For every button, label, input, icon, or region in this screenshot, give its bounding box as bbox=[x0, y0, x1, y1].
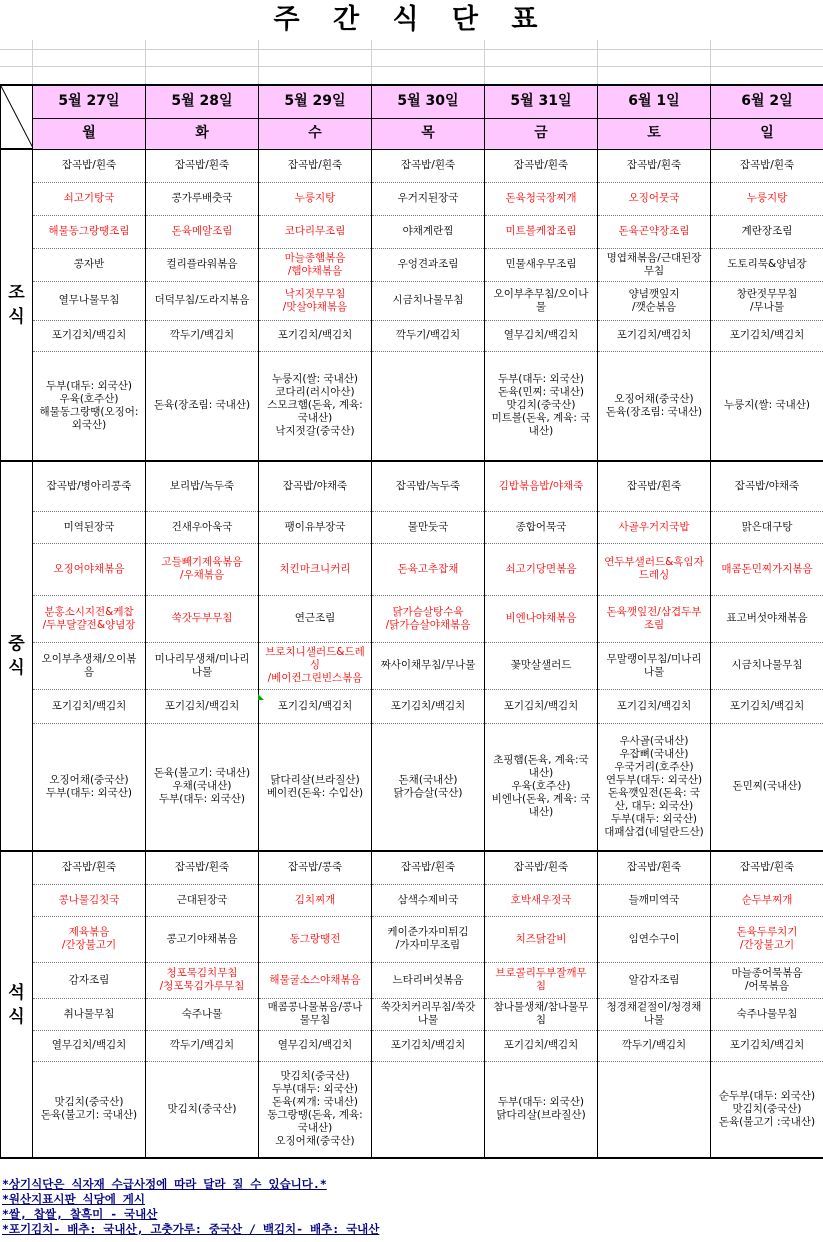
date-header: 6월 2일 bbox=[711, 85, 823, 118]
menu-item-cell: 컬리플라워볶음 bbox=[146, 248, 259, 281]
menu-item-cell: 오징어야채볶음 bbox=[33, 543, 146, 595]
menu-item-cell: 우엉견과조림 bbox=[372, 248, 485, 281]
diagonal-divider bbox=[1, 86, 33, 148]
menu-item-cell: 두부(대두: 외국산) 돈육(민찌: 국내산) 맛김치(중국산) 미트볼(돈육, 계육: 국 내산) bbox=[485, 351, 598, 461]
page-title: 주 간 식 단 표 bbox=[273, 4, 550, 35]
menu-item-cell: 돈채(국내산) 닭가슴살(국산) bbox=[372, 723, 485, 851]
menu-item-cell: 오징어채(중국산) 돈육(장조림: 국내산) bbox=[598, 351, 711, 461]
menu-item-cell: 고들빼기제육볶음 /우채볶음 bbox=[146, 543, 259, 595]
menu-item-cell: 닭다리살(브라질산) 베이컨(돈육: 수입산) bbox=[259, 723, 372, 851]
menu-item-cell: 잡곡밥/흰죽 bbox=[146, 851, 259, 884]
menu-item-cell: 잡곡밥/콩죽 bbox=[259, 851, 372, 884]
menu-item-cell: 누룽지(쌀: 국내산) 코다리(러시아산) 스모크햄(돈육, 계육: 국내산) 낙지젓갈(중국산) bbox=[259, 351, 372, 461]
breakfast-menu-row bbox=[1, 182, 823, 215]
dinner-menu-row bbox=[1, 1030, 823, 1061]
menu-item-cell: 맑은대구탕 bbox=[711, 511, 823, 543]
weekday-header: 수 bbox=[259, 118, 372, 149]
date-header: 5월 31일 bbox=[485, 85, 598, 118]
menu-item-cell: 오징어채(중국산) 두부(대두: 외국산) bbox=[33, 723, 146, 851]
menu-item-cell: 포기김치/백김치 bbox=[33, 320, 146, 351]
date-header: 5월 27일 bbox=[33, 85, 146, 118]
menu-item-cell: 종합어묵국 bbox=[485, 511, 598, 543]
menu-item-cell: 맛김치(중국산) bbox=[146, 1061, 259, 1158]
menu-item-cell: 시금치나물무침 bbox=[711, 642, 823, 689]
menu-item-cell: 미역된장국 bbox=[33, 511, 146, 543]
menu-item-cell: 참나물생채/참나물무 침 bbox=[485, 998, 598, 1030]
menu-item-cell: 두부(대두: 외국산) 우육(호주산) 해물동그랑땡(오징어: 외국산) bbox=[33, 351, 146, 461]
corner-cell bbox=[1, 85, 33, 149]
dinner-menu-row bbox=[1, 962, 823, 998]
menu-item-cell: 돈육고추잡채 bbox=[372, 543, 485, 595]
lunch-menu-row bbox=[1, 511, 823, 543]
weekday-header: 금 bbox=[485, 118, 598, 149]
menu-item-cell: 알감자조림 bbox=[598, 962, 711, 998]
menu-item-cell: 돈육(장조림: 국내산) bbox=[146, 351, 259, 461]
menu-item-cell: 마늘종햄볶음 /햄야채볶음 bbox=[259, 248, 372, 281]
menu-item-cell: 케이준가자미튀김 /가자미무조림 bbox=[372, 916, 485, 962]
menu-item-cell: 콩나물김칫국 bbox=[33, 884, 146, 916]
menu-item-cell: 쇠고기탕국 bbox=[33, 182, 146, 215]
menu-item-cell: 포기김치/백김치 bbox=[372, 1030, 485, 1061]
menu-item-cell: 잡곡밥/흰죽 bbox=[146, 149, 259, 182]
menu-item-cell: 느타리버섯볶음 bbox=[372, 962, 485, 998]
footnotes bbox=[2, 1177, 822, 1237]
menu-item-cell: 초핑햄(돈육, 계육:국 내산) 우육(호주산) 비엔나(돈육, 계육: 국 내산) bbox=[485, 723, 598, 851]
lunch-menu-row bbox=[1, 543, 823, 595]
menu-item-cell: 콩고기야채볶음 bbox=[146, 916, 259, 962]
menu-item-cell: 물만둣국 bbox=[372, 511, 485, 543]
menu-item-cell: 잡곡밥/흰죽 bbox=[259, 149, 372, 182]
menu-item-cell: 치즈닭갈비 bbox=[485, 916, 598, 962]
weekday-header: 화 bbox=[146, 118, 259, 149]
menu-item-cell: 미트볼케찹조림 bbox=[485, 215, 598, 248]
menu-item-cell: 오징어뭇국 bbox=[598, 182, 711, 215]
lunch-menu-row bbox=[1, 461, 823, 511]
date-header: 5월 30일 bbox=[372, 85, 485, 118]
weekday-header-row bbox=[1, 118, 823, 149]
date-header: 6월 1일 bbox=[598, 85, 711, 118]
menu-item-cell: 두부(대두: 외국산) 닭다리살(브라질산) bbox=[485, 1061, 598, 1158]
menu-item-cell: 콩가루배춧국 bbox=[146, 182, 259, 215]
weekday-header: 월 bbox=[33, 118, 146, 149]
menu-item-cell: 맛김치(중국산) 두부(대두: 외국산) 돈육(찌개: 국내산) 동그랑땡(돈육, 계육: 국내산) 오징어채(중국산) bbox=[259, 1061, 372, 1158]
menu-item-cell: 열무나물무침 bbox=[33, 281, 146, 320]
menu-item-cell: 깍두기/백김치 bbox=[598, 1030, 711, 1061]
breakfast-menu-row bbox=[1, 320, 823, 351]
menu-item-cell: 짜사이채무침/무나물 bbox=[372, 642, 485, 689]
menu-item-cell: 깍두기/백김치 bbox=[146, 320, 259, 351]
menu-item-cell: 누룽지(쌀: 국내산) bbox=[711, 351, 823, 461]
menu-item-cell: 잡곡밥/흰죽 bbox=[33, 851, 146, 884]
menu-item-cell: 잡곡밥/흰죽 bbox=[711, 851, 823, 884]
menu-item-cell: 포기김치/백김치 bbox=[598, 320, 711, 351]
breakfast-menu-row bbox=[1, 215, 823, 248]
dinner-menu-row bbox=[1, 998, 823, 1030]
menu-item-cell: 브로치니샐러드&드레 싱 /베이컨그린빈스볶음 bbox=[259, 642, 372, 689]
menu-item-cell: 열무김치/백김치 bbox=[33, 1030, 146, 1061]
menu-item-cell: 미나리무생채/미나리 나물 bbox=[146, 642, 259, 689]
menu-item-cell: 야채계란찜 bbox=[372, 215, 485, 248]
menu-item-cell: 분홍소시지전&케찹 /두부달걀전&양념장 bbox=[33, 595, 146, 642]
date-header: 5월 28일 bbox=[146, 85, 259, 118]
breakfast-menu-row bbox=[1, 281, 823, 320]
menu-item-cell: 김밥볶음밥/야채죽 bbox=[485, 461, 598, 511]
dinner-menu-row bbox=[1, 851, 823, 884]
empty-spreadsheet-rows bbox=[0, 40, 823, 84]
menu-item-cell: 돈육곤약장조림 bbox=[598, 215, 711, 248]
menu-item-cell: 쇠고기당면볶음 bbox=[485, 543, 598, 595]
menu-item-cell: 누룽지탕 bbox=[711, 182, 823, 215]
menu-item-cell: 쑥갓두부무침 bbox=[146, 595, 259, 642]
menu-item-cell: 잡곡밥/흰죽 bbox=[485, 851, 598, 884]
menu-item-cell: 잡곡밥/흰죽 bbox=[598, 461, 711, 511]
menu-item-cell: 꽃맛살샐러드 bbox=[485, 642, 598, 689]
menu-item-cell: 잡곡밥/야채죽 bbox=[711, 461, 823, 511]
menu-item-cell: 포기김치/백김치 bbox=[711, 689, 823, 723]
menu-item-cell: 오이부추무침/오이나 물 bbox=[485, 281, 598, 320]
menu-item-cell: 낙지젓무무침 /맛살야채볶음 bbox=[259, 281, 372, 320]
menu-item-cell: 잡곡밥/병아리콩죽 bbox=[33, 461, 146, 511]
menu-item-cell: 잡곡밥/흰죽 bbox=[598, 149, 711, 182]
menu-item-cell: 명엽채볶음/근대된장 무침 bbox=[598, 248, 711, 281]
menu-item-cell: 포기김치/백김치 bbox=[146, 689, 259, 723]
menu-item-cell: 깍두기/백김치 bbox=[372, 320, 485, 351]
menu-item-cell: 잡곡밥/흰죽 bbox=[598, 851, 711, 884]
breakfast-menu-row bbox=[1, 248, 823, 281]
menu-item-cell: 열무김치/백김치 bbox=[485, 320, 598, 351]
menu-item-cell: 임연수구이 bbox=[598, 916, 711, 962]
menu-item-cell: 누룽지탕 bbox=[259, 182, 372, 215]
menu-item-cell: 청포묵김치무침 /청포묵김가루무침 bbox=[146, 962, 259, 998]
menu-item-cell: 포기김치/백김치 bbox=[711, 320, 823, 351]
menu-item-cell: 비엔나야채볶음 bbox=[485, 595, 598, 642]
menu-item-cell: 포기김치/백김치 bbox=[259, 689, 372, 723]
menu-item-cell: 오이부추생채/오이볶 음 bbox=[33, 642, 146, 689]
menu-item-cell: 잡곡밥/흰죽 bbox=[33, 149, 146, 182]
menu-item-cell: 포기김치/백김치 bbox=[372, 689, 485, 723]
breakfast-label: 조 식 bbox=[1, 149, 33, 461]
footnote-line: *원산지표시판 식당에 게시 bbox=[2, 1192, 145, 1206]
menu-item-cell: 호박새우젓국 bbox=[485, 884, 598, 916]
menu-item-cell: 콩자반 bbox=[33, 248, 146, 281]
footnote-line: *포기김치- 배추: 국내산, 고춧가루: 중국산 / 백김치- 배추: 국내산 bbox=[2, 1222, 380, 1236]
menu-item-cell: 양념깻잎지 /깻순볶음 bbox=[598, 281, 711, 320]
menu-item-cell: 취나물무침 bbox=[33, 998, 146, 1030]
menu-item-cell: 순두부찌개 bbox=[711, 884, 823, 916]
menu-item-cell: 치킨마크니커리 bbox=[259, 543, 372, 595]
menu-item-cell: 해물굴소스야채볶음 bbox=[259, 962, 372, 998]
menu-item-cell: 우거지된장국 bbox=[372, 182, 485, 215]
menu-item-cell: 시금치나물무침 bbox=[372, 281, 485, 320]
menu-item-cell: 마늘종어묵볶음 /어묵볶음 bbox=[711, 962, 823, 998]
lunch-menu-row bbox=[1, 689, 823, 723]
menu-item-cell bbox=[372, 1061, 485, 1158]
dinner-label: 석 식 bbox=[1, 851, 33, 1158]
menu-item-cell: 돈육메알조림 bbox=[146, 215, 259, 248]
date-header-row bbox=[1, 85, 823, 118]
breakfast-menu-row bbox=[1, 351, 823, 461]
menu-item-cell: 들깨미역국 bbox=[598, 884, 711, 916]
menu-item-cell: 감자조림 bbox=[33, 962, 146, 998]
lunch-label: 중 식 bbox=[1, 461, 33, 851]
menu-item-cell: 연근조림 bbox=[259, 595, 372, 642]
cell-comment-marker bbox=[258, 694, 264, 700]
menu-item-cell: 돈육청국장찌개 bbox=[485, 182, 598, 215]
date-header: 5월 29일 bbox=[259, 85, 372, 118]
menu-item-cell: 계란장조림 bbox=[711, 215, 823, 248]
menu-item-cell: 잡곡밥/녹두죽 bbox=[372, 461, 485, 511]
menu-item-cell: 숙주나물무침 bbox=[711, 998, 823, 1030]
menu-item-cell: 민물새우무조림 bbox=[485, 248, 598, 281]
menu-item-cell: 열무김치/백김치 bbox=[259, 1030, 372, 1061]
menu-item-cell: 깍두기/백김치 bbox=[146, 1030, 259, 1061]
menu-item-cell: 표고버섯야채볶음 bbox=[711, 595, 823, 642]
dinner-menu-row bbox=[1, 916, 823, 962]
footnote-line: *상기식단은 식자재 수급사정에 따라 달라 질 수 있습니다.* bbox=[2, 1177, 327, 1191]
menu-item-cell: 청경채겉절이/청경채 나물 bbox=[598, 998, 711, 1030]
menu-item-cell: 사골우거지국밥 bbox=[598, 511, 711, 543]
weekday-header: 토 bbox=[598, 118, 711, 149]
menu-item-cell: 맛김치(중국산) 돈육(불고기: 국내산) bbox=[33, 1061, 146, 1158]
menu-item-cell: 돈육(불고기: 국내산) 우채(국내산) 두부(대두: 외국산) bbox=[146, 723, 259, 851]
menu-item-cell: 잡곡밥/흰죽 bbox=[711, 149, 823, 182]
menu-item-cell: 김치찌개 bbox=[259, 884, 372, 916]
menu-item-cell: 잡곡밥/흰죽 bbox=[372, 851, 485, 884]
menu-item-cell: 잡곡밥/흰죽 bbox=[372, 149, 485, 182]
breakfast-menu-row bbox=[1, 149, 823, 182]
menu-item-cell: 연두부샐러드&흑임자 드레싱 bbox=[598, 543, 711, 595]
footnote-line: *쌀, 찹쌀, 찰흑미 - 국내산 bbox=[2, 1207, 158, 1221]
menu-item-cell: 잡곡밥/야채죽 bbox=[259, 461, 372, 511]
dinner-menu-row bbox=[1, 884, 823, 916]
menu-item-cell: 포기김치/백김치 bbox=[485, 689, 598, 723]
menu-item-cell: 숙주나물 bbox=[146, 998, 259, 1030]
weekday-header: 일 bbox=[711, 118, 823, 149]
menu-item-cell: 제육볶음 /간장불고기 bbox=[33, 916, 146, 962]
menu-item-cell: 삼색수제비국 bbox=[372, 884, 485, 916]
menu-item-cell: 순두부(대두: 외국산) 맛김치(중국산) 돈육(불고기 :국내산) bbox=[711, 1061, 823, 1158]
dinner-menu-row bbox=[1, 1061, 823, 1158]
menu-item-cell: 무말랭이무침/미나리 나물 bbox=[598, 642, 711, 689]
menu-item-cell: 매콤돈민찌가지볶음 bbox=[711, 543, 823, 595]
lunch-menu-row bbox=[1, 595, 823, 642]
menu-item-cell: 포기김치/백김치 bbox=[485, 1030, 598, 1061]
lunch-menu-row bbox=[1, 642, 823, 689]
menu-item-cell bbox=[372, 351, 485, 461]
weekly-menu-table bbox=[0, 84, 823, 1159]
menu-item-cell: 닭가슴살탕수육 /닭가슴살야채볶음 bbox=[372, 595, 485, 642]
menu-item-cell: 포기김치/백김치 bbox=[33, 689, 146, 723]
lunch-menu-row bbox=[1, 723, 823, 851]
menu-item-cell: 동그랑땡전 bbox=[259, 916, 372, 962]
menu-item-cell bbox=[598, 1061, 711, 1158]
menu-item-cell: 우사골(국내산) 우잡뼈(국내산) 우국거리(호주산) 연두부(대두: 외국산) 돈육깻잎전(돈육: 국 산, 대두: 외국산) 두부(대두: 외국산) 대패삼겹(네덜란드산) bbox=[598, 723, 711, 851]
menu-item-cell: 돈육깻잎전/삼겹두부 조림 bbox=[598, 595, 711, 642]
menu-item-cell: 도토리묵&양념장 bbox=[711, 248, 823, 281]
menu-item-cell: 포기김치/백김치 bbox=[598, 689, 711, 723]
menu-item-cell: 브로콜리두부잘깨무 침 bbox=[485, 962, 598, 998]
menu-item-cell: 포기김치/백김치 bbox=[259, 320, 372, 351]
menu-item-cell: 돈육두루치기 /간장불고기 bbox=[711, 916, 823, 962]
menu-item-cell: 해물동그랑땡조림 bbox=[33, 215, 146, 248]
menu-item-cell: 포기김치/백김치 bbox=[711, 1030, 823, 1061]
weekday-header: 목 bbox=[372, 118, 485, 149]
menu-item-cell: 쑥갓치커리무침/쑥갓 나물 bbox=[372, 998, 485, 1030]
menu-item-cell: 돈민찌(국내산) bbox=[711, 723, 823, 851]
menu-item-cell: 더덕무침/도라지볶음 bbox=[146, 281, 259, 320]
menu-item-cell: 창란젓무무침 /무나물 bbox=[711, 281, 823, 320]
menu-item-cell: 팽이유부장국 bbox=[259, 511, 372, 543]
menu-item-cell: 잡곡밥/흰죽 bbox=[485, 149, 598, 182]
menu-item-cell: 매콤콩나물볶음/콩나 물무침 bbox=[259, 998, 372, 1030]
menu-item-cell: 건새우아욱국 bbox=[146, 511, 259, 543]
menu-item-cell: 코다리무조림 bbox=[259, 215, 372, 248]
menu-item-cell: 근대된장국 bbox=[146, 884, 259, 916]
menu-item-cell: 보리밥/녹두죽 bbox=[146, 461, 259, 511]
